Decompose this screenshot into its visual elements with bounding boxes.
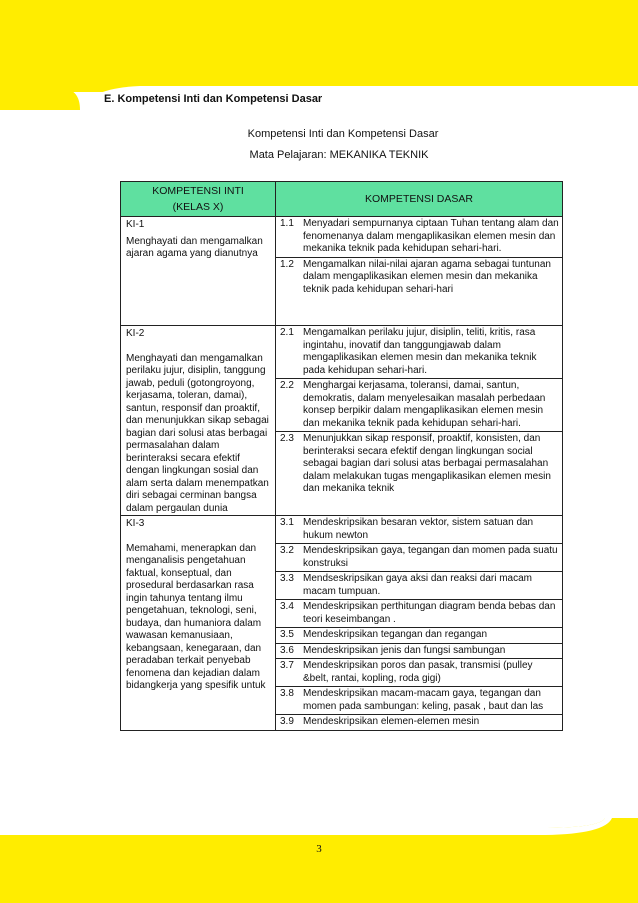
table-row [121, 516, 563, 731]
kd-cell [276, 326, 563, 516]
header-ki-sublabel: (KELAS X) [172, 200, 224, 213]
page-number: 3 [316, 843, 322, 855]
kd-text: Mendeskripsikan perthitungan diagram benda bebas dan teori keseimbangan . [303, 601, 556, 625]
table-header-row [121, 182, 563, 217]
header-ki-label: KOMPETENSI INTI [152, 185, 244, 197]
kd-text: Mengamalkan nilai-nilai ajaran agama sebagai tuntunan dalam mengaplikasikan elemen mesin dan mekanika teknik pada kehidupan sehari-hari [303, 258, 551, 295]
kd-number: 3.6 [280, 644, 294, 656]
ki-description: Memahami, menerapkan dan menganalisis pengetahuan faktual, konseptual, dan prosedural berdasarkan rasa ingin tahunya tentang ilmu pengetahuan, teknologi, seni, budaya, dan humaniora dalam wawasan kemanusiaan, kebangsaan, kenegaraan, dan peradaban terkait penyebab fenomena dan kejadian dalam bidangkerja yang spesifik untuk [126, 542, 266, 691]
ki-cell [121, 326, 276, 516]
kd-text: Menyadari sempurnanya ciptaan Tuhan tentang alam dan fenomenanya dalam mengaplikasikan elemen mesin dan mekanika teknik pada kehidupan sehari-hari. [303, 218, 559, 254]
kd-text: Mendeskripsikan besaran vektor, sistem satuan dan hukum newton [303, 517, 534, 541]
kd-item [276, 600, 562, 628]
kd-item [276, 217, 562, 258]
kd-text: Mendseskripsikan gaya aksi dan reaksi dari macam macam tumpuan. [303, 573, 532, 597]
kd-item [276, 572, 562, 600]
ki-code: KI-1 [126, 219, 145, 230]
kd-text: Menghargai kerjasama, toleransi, damai, santun, demokratis, dalam menyelesaikan masalah perbedaan konsep berpikir dalam mengaplikasikan elemen mesin dan mekanika teknik pada kehidupan sehari-hari. [303, 380, 546, 429]
kd-text: Mendeskripsikan poros dan pasak, transmisi (pulley &belt, rantai, kopling, roda gigi) [303, 660, 533, 684]
bottom-decorative-band [0, 818, 638, 903]
kd-item [276, 628, 562, 644]
header-kompetensi-dasar: KOMPETENSI DASAR [276, 182, 563, 217]
kd-number: 3.5 [280, 629, 294, 640]
kd-text: Mengamalkan perilaku jujur, disiplin, teliti, kritis, rasa ingintahu, inovatif dan tanggungjawab dalam mengaplikasikan elemen mesin dan mekanika teknik pada kehidupan sehari-hari. [303, 327, 537, 376]
kd-number: 3.7 [280, 660, 294, 671]
kd-text: Mendeskripsikan tegangan dan regangan [303, 629, 488, 640]
kd-item [276, 644, 562, 660]
competency-table [120, 181, 563, 731]
kd-item [276, 432, 562, 497]
kd-item [276, 379, 562, 432]
ki-description: Menghayati dan mengamalkan ajaran agama yang dianutnya [126, 235, 263, 259]
kd-text: Mendeskripsikan macam-macam gaya, tegangan dan momen pada sambungan: keling, pasak , baut dan las [303, 688, 544, 712]
table-row [121, 326, 563, 516]
kd-text: Mendeskripsikan gaya, tegangan dan momen pada suatu konstruksi [303, 545, 558, 569]
section-heading: E. Kompetensi Inti dan Kompetensi Dasar [104, 93, 323, 105]
ki-code: KI-2 [126, 328, 145, 339]
ki-code: KI-3 [126, 518, 145, 529]
kd-number: 3.4 [280, 601, 294, 612]
kd-item [276, 544, 562, 572]
kd-text: Mendeskripsikan jenis dan fungsi sambungan [303, 644, 506, 656]
kd-text: Menunjukkan sikap responsif, proaktif, konsisten, dan berinteraksi secara efektif dengan lingkungan social sebagai bagian dari solusi atas berbagai permasalahan dalam melakukan tugas mengaplikasikan elemen mesin dan mekanika teknik [303, 433, 551, 494]
kd-number: 2.1 [280, 327, 294, 338]
kd-item [276, 659, 562, 687]
document-subtitle: Mata Pelajaran: MEKANIKA TEKNIK [249, 149, 429, 161]
kd-cell [276, 217, 563, 326]
kd-number: 3.1 [280, 517, 294, 528]
kd-item [276, 258, 562, 298]
kd-number: 2.2 [280, 380, 294, 391]
ki-description: Menghayati dan mengamalkan perilaku jujur, disiplin, tanggung jawab, peduli (gotongroyong, kerjasama, toleran, damai), santun, responsif dan proaktif, dan menunjukkan sikap sebagai bagian dari solusi atas berbagai permasalahan dalam berinteraksi secara efektif dengan lingkungan sosial dan alam serta dalam menempatkan diri sebagai cerminan bangsa dalam pergaulan dunia [126, 352, 269, 514]
ki-cell [121, 217, 276, 326]
kd-number: 3.8 [280, 688, 294, 699]
kd-item [276, 687, 562, 715]
kd-number: 2.3 [280, 433, 294, 444]
kd-number: 3.2 [280, 545, 294, 556]
ki-cell [121, 516, 276, 731]
kd-text: Mendeskripsikan elemen-elemen mesin [303, 716, 480, 727]
header-kompetensi-inti [121, 182, 276, 217]
kd-number: 3.9 [280, 716, 294, 727]
kd-item [276, 326, 562, 379]
kd-item [276, 715, 562, 730]
kd-number: 1.1 [280, 218, 294, 229]
kd-number: 3.3 [280, 573, 294, 584]
document-title: Kompetensi Inti dan Kompetensi Dasar [247, 128, 439, 140]
table-row [121, 217, 563, 326]
kd-number: 1.2 [280, 258, 294, 270]
kd-item [276, 516, 562, 544]
kd-cell [276, 516, 563, 731]
